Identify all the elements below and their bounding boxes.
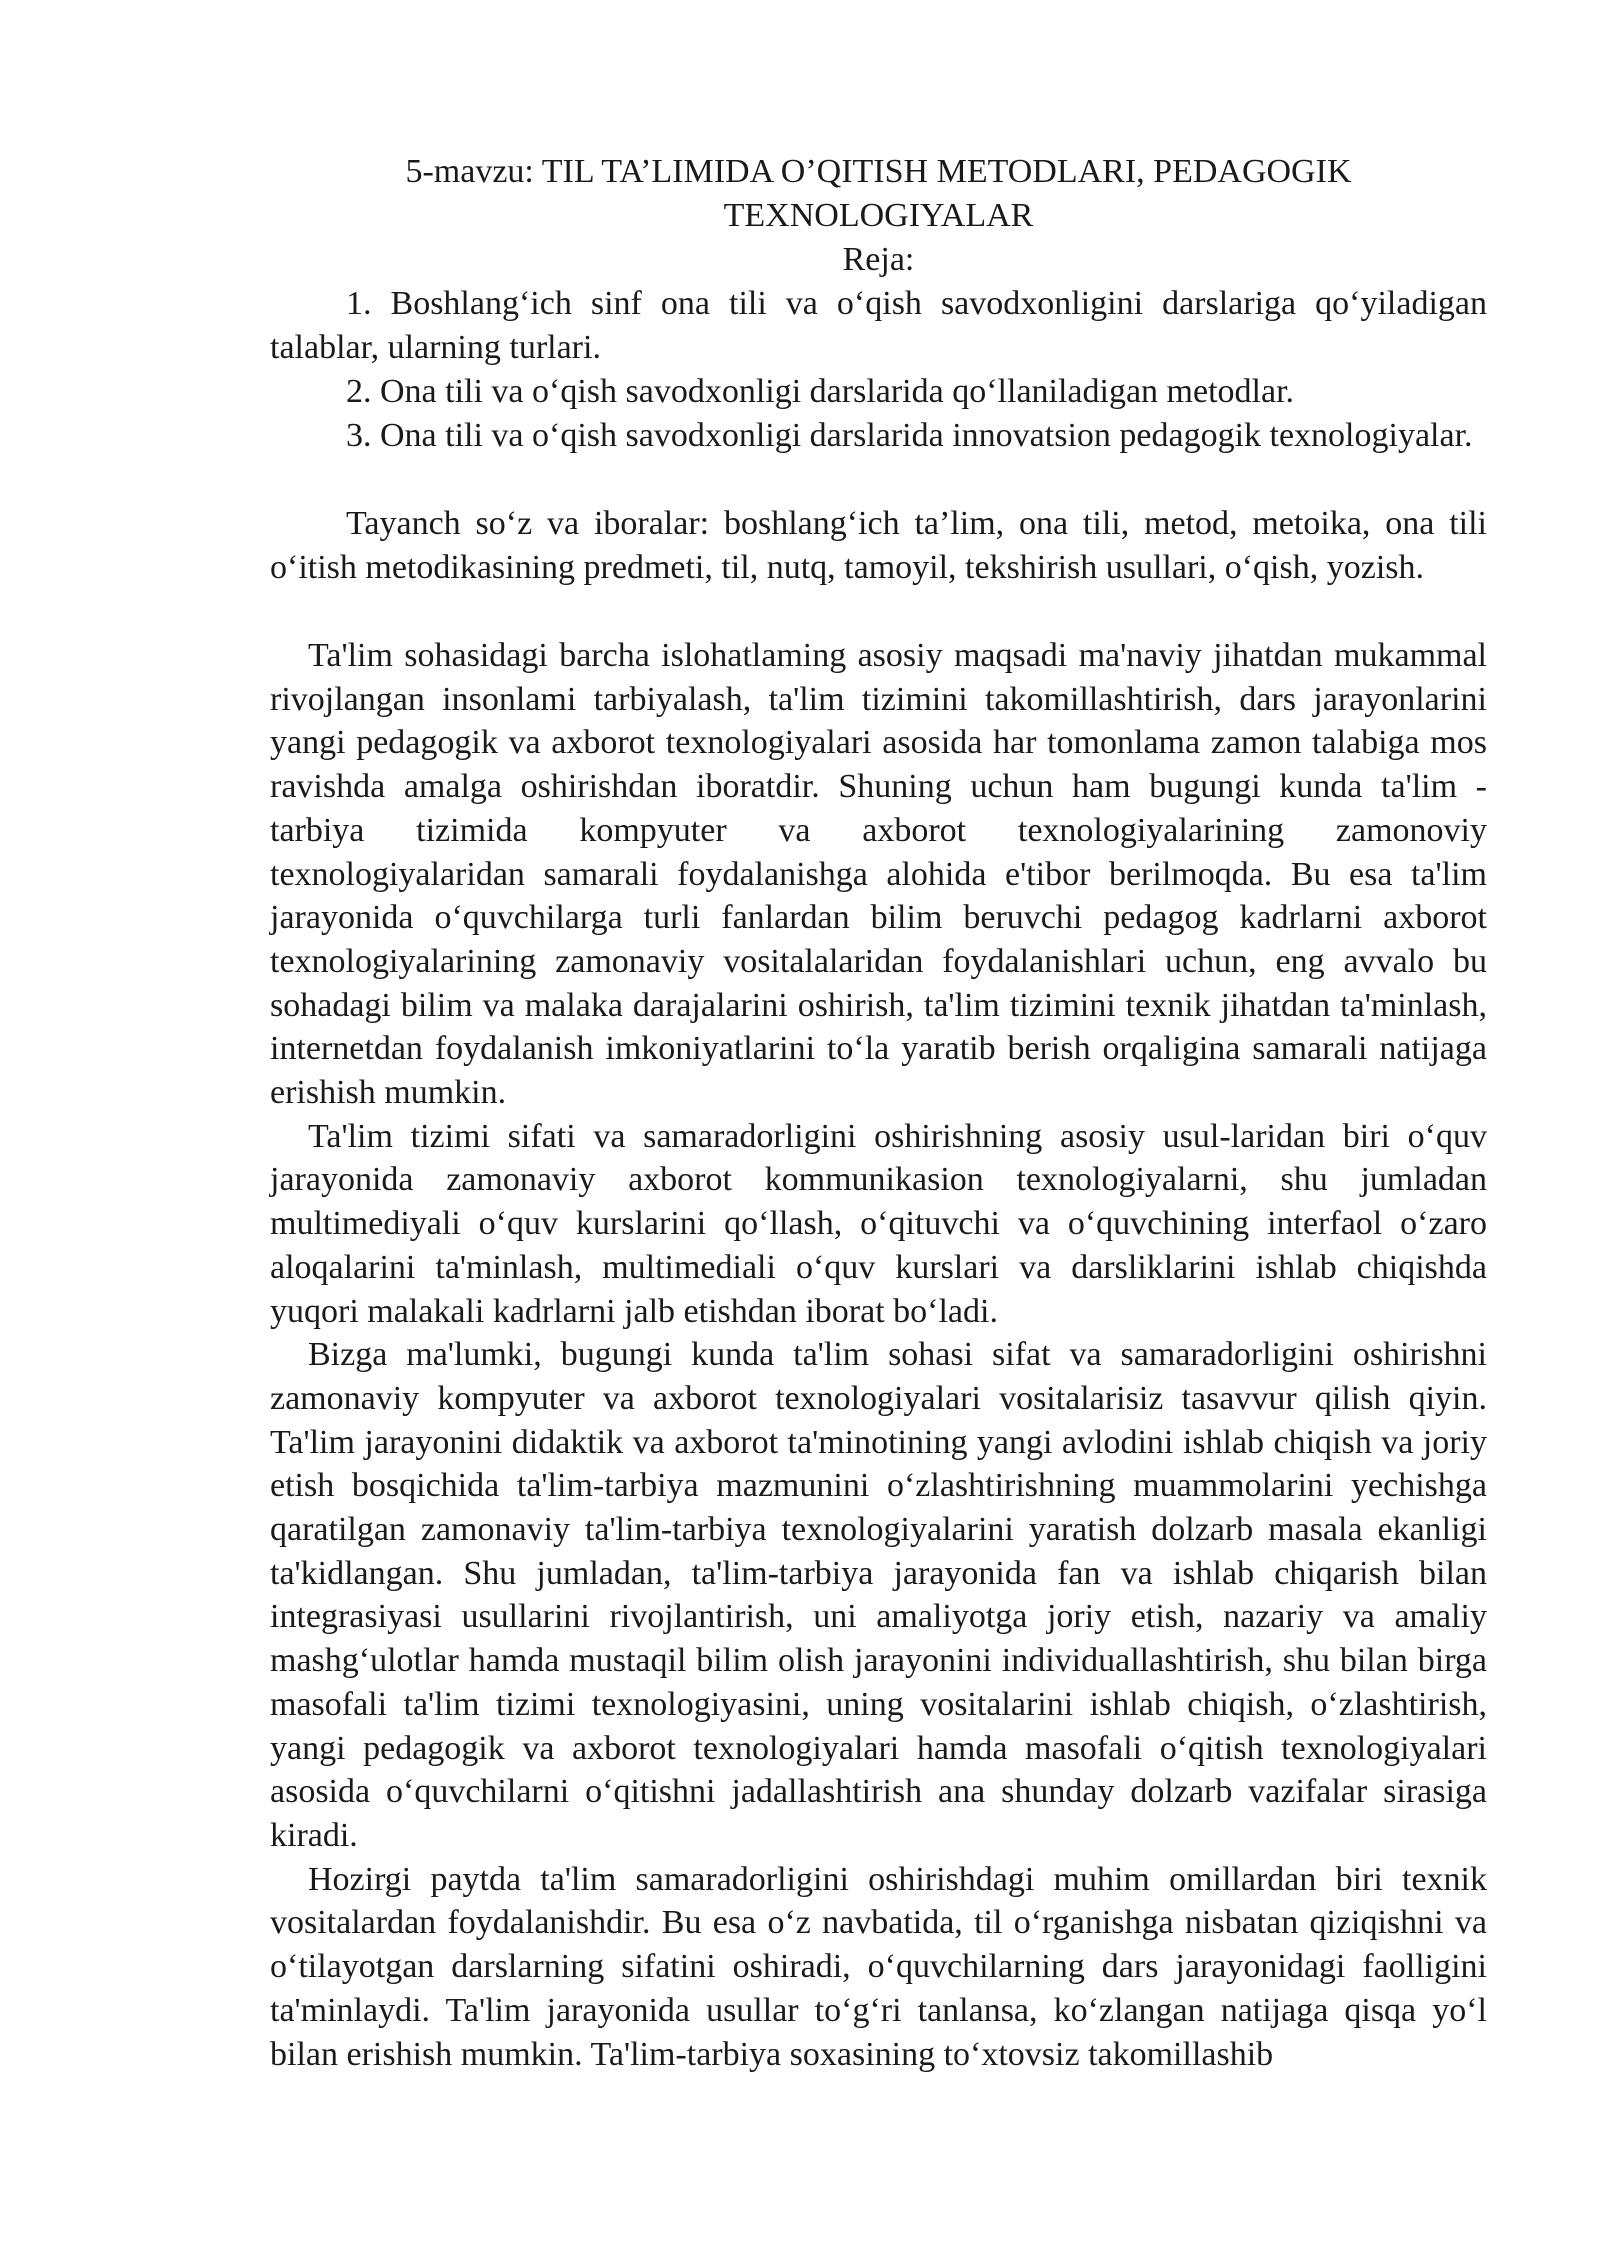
body-paragraph-2: Ta'lim tizimi sifati va samaradorligini oshirishning asosiy usul-laridan biri o‘quv jarayonida zamonaviy axborot kommunikasion texnologiyalarni, shu jumladan multimediyali o‘quv kurslarini qo‘llash, o‘qituvchi va o‘quvchining interfaol o‘zaro aloqalarini ta'minlash, multimediali o‘quv kurslari va darsliklarini ishlab chiqishda yuqori malakali kadrlarni jalb etishdan iborat bo‘ladi. [270,1117,1487,1330]
plan-heading: Reja: [842,241,915,278]
title-line-2: TEXNOLOGIYALAR [723,197,1034,234]
title-line-1: 5-mavzu: TIL TA’LIMIDA O’QITISH METODLARI, PEDAGOGIK [405,153,1352,190]
keywords-paragraph: Tayanch so‘z va iboralar: boshlang‘ich ta’lim, ona tili, metod, metoika, ona tili o‘itish metodikasining predmeti, til, nutq, tamoyil, tekshirish usullari, o‘qish, yozish. [270,505,1487,586]
body-text [270,634,1487,2076]
document-title [270,150,1487,238]
plan-item-2: 2. Ona tili va o‘qish savodxonligi darslarida qo‘llaniladigan metodlar. [346,373,1295,410]
body-paragraph-3: Bizga ma'lumki, bugungi kunda ta'lim sohasi sifat va samaradorligini oshirishni zamonaviy kompyuter va axborot texnologiyalari vositalarisiz tasavvur qilish qiyin. Ta'lim jarayonini didaktik va axborot ta'minotining yangi avlodini ishlab chiqish va joriy etish bosqichida ta'lim-tarbiya mazmunini o‘zlashtirishning muammolarini yechishga qaratilgan zamonaviy ta'lim-tarbiya texnologiyalarini yaratish dolzarb masala ekanligi ta'kidlangan. Shu jumladan, ta'lim-tarbiya jarayonida fan va ishlab chiqarish bilan integrasiyasi usullarini rivojlantirish, uni amaliyotga joriy etish, nazariy va amaliy mashg‘ulotlar hamda mustaqil bilim olish jarayonini individuallashtirish, shu bilan birga masofali ta'lim tizimi texnologiyasini, uning vositalarini ishlab chiqish, o‘zlashtirish, yangi pedagogik va axborot texnologiyalari hamda masofali o‘qitish texnologiyalari asosida o‘quvchilarni o‘qitishni jadallashtirish ana shunday dolzarb vazifalar sirasiga kiradi. [270,1336,1487,1854]
plan-list [270,282,1487,458]
body-paragraph-4: Hozirgi paytda ta'lim samaradorligini oshirishdagi muhim omillardan biri texnik vositalardan foydalanishdir. Bu esa o‘z navbatida, til o‘rganishga nisbatan qiziqishni va o‘tilayotgan darslarning sifatini oshiradi, o‘quvchilarning dars jarayonidagi faolligini ta'minlaydi. Ta'lim jarayonida usullar to‘g‘ri tanlansa, ko‘zlangan natijaga qisqa yo‘l bilan erishish mumkin. Ta'lim-tarbiya soxasining to‘xtovsiz takomillashib [270,1860,1487,2073]
plan-item-3: 3. Ona tili va o‘qish savodxonligi darslarida innovatsion pedagogik texnologiyalar. [346,417,1473,454]
document-page [270,150,1487,2076]
body-paragraph-1: Ta'lim sohasidagi barcha islohatlaming asosiy maqsadi ma'naviy jihatdan mukammal rivojlangan insonlami tarbiyalash, ta'lim tizimini takomillashtirish, dars jarayonlarini yangi pedagogik va axborot texnologiyalari asosida har tomonlama zamon talabiga mos ravishda amalga oshirishdan iboratdir. Shuning uchun ham bugungi kunda ta'lim - tarbiya tizimida kompyuter va axborot texnologiyalarining zamonoviy texnologiyalaridan samarali foydalanishga alohida e'tibor berilmoqda. Bu esa ta'lim jarayonida o‘quvchilarga turli fanlardan bilim beruvchi pedagog kadrlarni axborot texnologiyalarining zamonaviy vositalalaridan foydalanishlari uchun, eng avvalo bu sohadagi bilim va malaka darajalarini oshirish, ta'lim tizimini texnik jihatdan ta'minlash, internetdan foydalanish imkoniyatlarini to‘la yaratib berish orqaligina samarali natijaga erishish mumkin. [270,637,1487,1112]
plan-item-1: 1. Boshlang‘ich sinf ona tili va o‘qish savodxonligini darslariga qo‘yiladigan talablar, ularning turlari. [270,285,1487,366]
